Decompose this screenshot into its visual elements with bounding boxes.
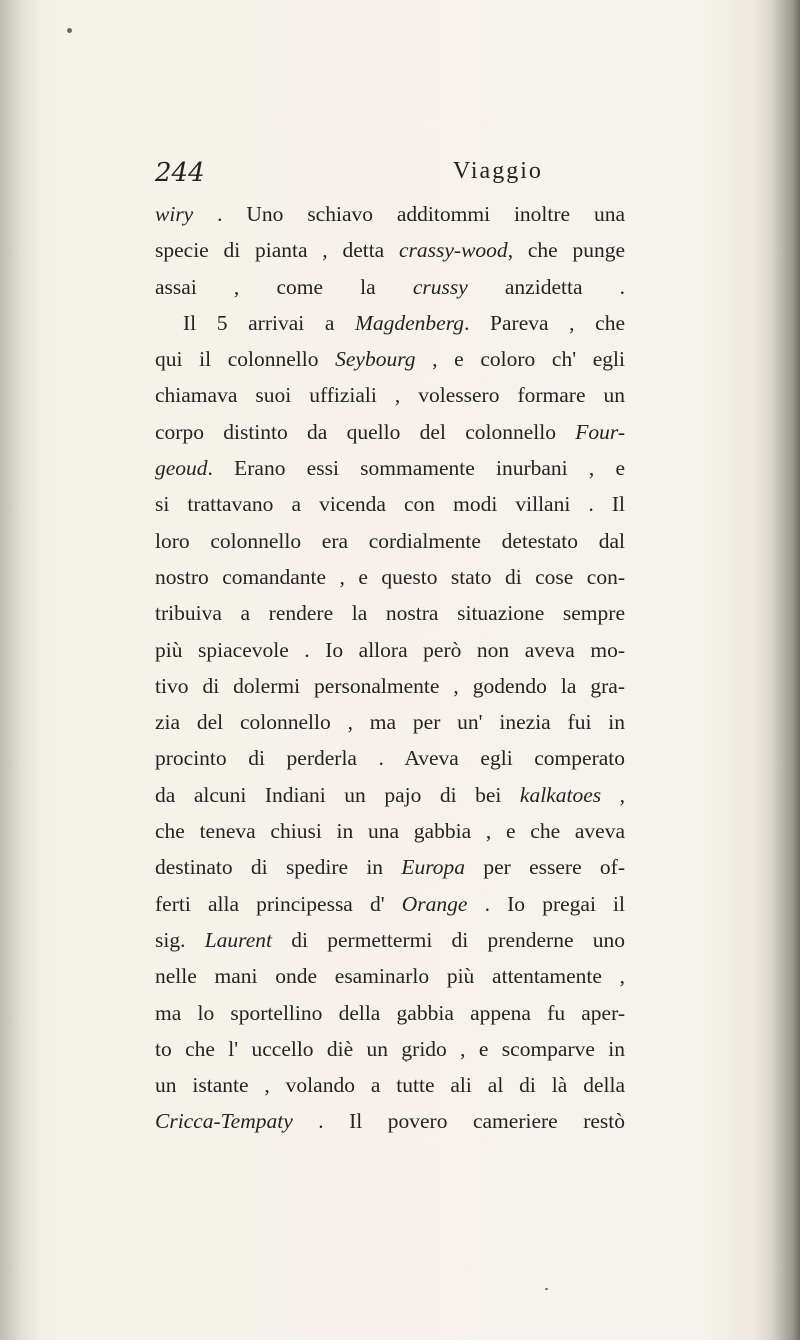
italic-term: Cricca-Tempaty — [155, 1109, 293, 1134]
italic-term: wiry — [155, 202, 194, 226]
text-segment: procinto di perderla . Aveva egli comperato — [155, 746, 625, 771]
text-segment: destinato di spedire in — [155, 855, 402, 880]
italic-term: kalkatoes — [519, 782, 602, 807]
italic-term: Magdenberg — [354, 310, 465, 335]
italic-term: Orange — [401, 891, 468, 916]
page-edge-shadow — [0, 0, 40, 1340]
page-number: 244 — [155, 158, 205, 188]
italic-term: Laurent — [204, 927, 273, 952]
text-line — [155, 922, 625, 958]
text-line — [155, 1067, 625, 1103]
text-segment: nostro comandante , e questo stato di cose con- — [155, 564, 625, 589]
text-segment: loro colonnello era cordialmente detestato dal — [155, 528, 625, 553]
text-segment: nelle mani onde esaminarlo più attentamente , — [155, 964, 625, 989]
text-segment: per essere of- — [465, 855, 626, 880]
text-line — [155, 305, 625, 341]
text-line — [155, 269, 625, 305]
italic-term: crassy-wood — [399, 238, 508, 263]
text-line — [155, 958, 625, 994]
text-segment: tribuiva a rendere la nostra situazione sempre — [155, 601, 625, 626]
ink-speck — [545, 1288, 548, 1290]
text-line — [155, 1103, 625, 1139]
text-segment: di permettermi di prenderne uno — [272, 927, 625, 952]
text-line — [155, 632, 625, 668]
text-segment: . Il povero cameriere restò — [292, 1109, 625, 1134]
text-segment: corpo distinto da quello del colonnello — [155, 419, 576, 444]
text-segment: qui il colonnello — [155, 347, 336, 372]
text-line — [155, 486, 625, 522]
text-line — [155, 740, 625, 776]
text-segment: specie di pianta , detta — [155, 238, 399, 263]
text-line — [155, 232, 625, 268]
text-line — [155, 523, 625, 559]
book-spine-shadow — [752, 0, 800, 1340]
text-segment: . Io pregai il — [467, 891, 626, 916]
text-segment: , e coloro ch' egli — [415, 347, 625, 372]
text-segment: da alcuni Indiani un pajo di bei — [155, 782, 520, 807]
text-segment: sig. — [155, 927, 205, 952]
text-segment: Il 5 arrivai a — [183, 310, 355, 335]
text-segment: chiamava suoi uffiziali , volessero formare un — [155, 383, 625, 408]
text-segment: ferti alla principessa d' — [155, 891, 402, 916]
text-segment: anzidetta . — [467, 274, 625, 299]
text-line — [155, 886, 625, 922]
body-text — [155, 196, 625, 1140]
text-line — [155, 414, 625, 450]
text-line — [155, 595, 625, 631]
running-head: Viaggio — [453, 158, 543, 184]
text-segment: zia del colonnello , ma per un' inezia fui in — [155, 710, 625, 735]
ink-speck — [67, 28, 72, 33]
text-line — [155, 377, 625, 413]
text-segment: più spiacevole . Io allora però non aveva mo- — [155, 637, 625, 662]
text-line — [155, 668, 625, 704]
text-line — [155, 450, 625, 486]
italic-term: Europa — [401, 855, 466, 880]
text-segment: tivo di dolermi personalmente , godendo la gra- — [155, 673, 625, 698]
text-segment: assai , come la — [155, 274, 413, 299]
text-line — [155, 704, 625, 740]
text-segment: . Erano essi sommamente inurbani , e — [207, 456, 625, 481]
text-line — [155, 196, 625, 232]
text-segment: si trattavano a vicenda con modi villani . Il — [155, 492, 625, 517]
text-line — [155, 995, 625, 1031]
text-line — [155, 777, 625, 813]
text-line — [155, 341, 625, 377]
italic-term: geoud — [155, 456, 208, 481]
italic-term: Four- — [575, 419, 625, 444]
text-segment: ma lo sportellino della gabbia appena fu aper- — [155, 1000, 625, 1025]
text-segment: . Pareva , che — [464, 310, 625, 335]
text-segment: to che l' uccello diè un grido , e scomparve in — [155, 1036, 625, 1061]
text-line — [155, 559, 625, 595]
text-line — [155, 813, 625, 849]
italic-term: Seybourg — [335, 347, 416, 372]
text-segment: un istante , volando a tutte ali al di là della — [155, 1073, 625, 1098]
italic-term: crussy — [412, 274, 468, 299]
text-segment: . Uno schiavo additommi inoltre una — [193, 202, 625, 226]
text-line — [155, 1031, 625, 1067]
page-header — [155, 158, 625, 198]
text-segment: , — [601, 782, 626, 807]
text-segment: , che punge — [507, 238, 625, 263]
text-segment: che teneva chiusi in una gabbia , e che aveva — [155, 819, 625, 844]
text-line — [155, 849, 625, 885]
